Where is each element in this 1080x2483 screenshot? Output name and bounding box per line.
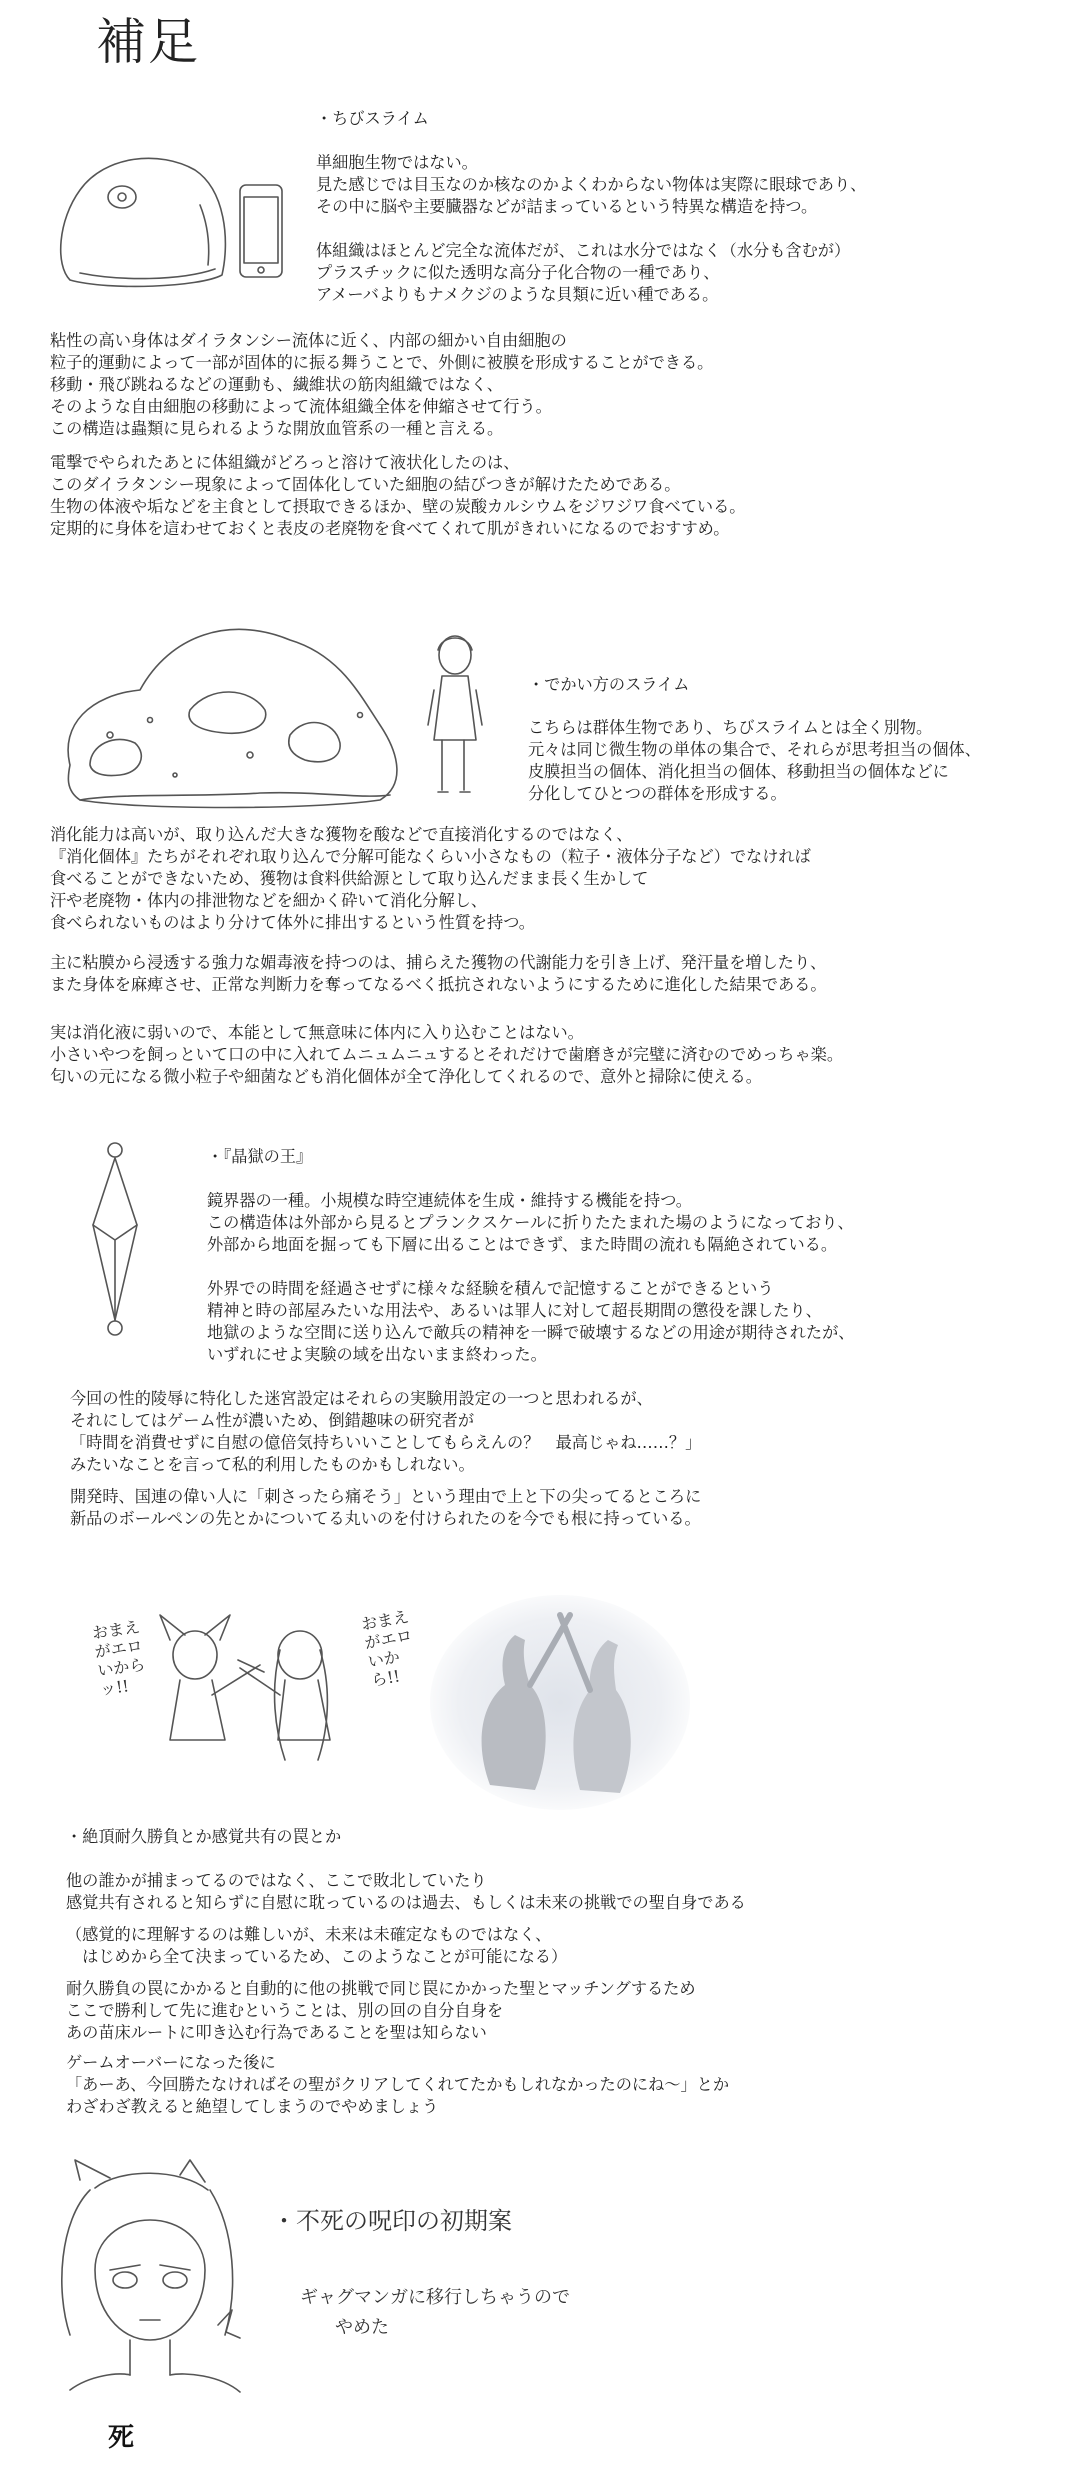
text-line: 「あーあ、今回勝たなければその聖がクリアしてくれてたかもしれなかったのにね～」とか (66, 2075, 730, 2094)
text-line: 匂いの元になる微小粒子や細菌なども消化個体が全て浄化してくれるので、意外と掃除に使える。 (50, 1067, 762, 1086)
text-line: そのような自由細胞の移動によって流体組織全体を伸縮させて行う。 (50, 397, 552, 416)
curse-note-line1: ギャグマンガに移行しちゃうので (300, 2287, 570, 2308)
text-line: アメーバよりもナメクジのような貝類に近い種である。 (316, 285, 719, 304)
text-line: 消化能力は高いが、取り込んだ大きな獲物を酸などで直接消化するのではなく、 (50, 825, 633, 844)
text-line: 感覚共有されると知らずに自慰に耽っているのは過去、もしくは未来の挑戦での聖自身である (66, 1893, 746, 1912)
trap-para3 (66, 1978, 696, 2044)
chibi-para4 (50, 452, 746, 540)
text-line: 電撃でやられたあとに体組織がどろっと溶けて液状化したのは、 (50, 453, 520, 472)
text-line: 食べることができないため、獲物は食料供給源として取り込んだまま長く生かして (50, 869, 649, 888)
big-slime-illustration (60, 615, 460, 815)
text-line: 体組織はほとんど完全な流体だが、これは水分ではなく（水分も含むが） (316, 241, 851, 260)
big-para1 (528, 717, 981, 805)
crystal-para4 (70, 1486, 701, 1530)
text-line: 精神と時の部屋みたいな用法や、あるいは罪人に対して超長期間の懲役を課したり、 (207, 1301, 822, 1320)
text-line: 定期的に身体を這わせておくと表皮の老廃物を食べてくれて肌がきれいになるのでおすすめ。 (50, 519, 730, 538)
text-line: 『消化個体』たちがそれぞれ取り込んで分解可能なくらい小さなもの（粒子・液体分子など）でなければ (50, 847, 811, 866)
trap-heading: ・絶頂耐久勝負とか感覚共有の罠とか (66, 1827, 342, 1846)
text-line: 粒子的運動によって一部が固体的に振る舞うことで、外側に被膜を形成することができる。 (50, 353, 714, 372)
text-line: この構造は蟲類に見られるような開放血管系の一種と言える。 (50, 419, 504, 438)
text-line: 他の誰かが捕まってるのではなく、ここで敗北していたり (66, 1871, 487, 1890)
text-line: わざわざ教えると絶望してしまうのでやめましょう (66, 2097, 439, 2116)
text-line: 開発時、国連の偉い人に「刺さったら痛そう」という理由で上と下の尖ってるところに (70, 1487, 702, 1506)
text-line: この構造体は外部から見るとプランクスケールに折りたたまれた場のようになっており、 (207, 1213, 854, 1232)
text-line: 食べられないものはより分けて体外に排出するという性質を持つ。 (50, 913, 535, 932)
text-line: 分化してひとつの群体を形成する。 (528, 784, 787, 803)
death-mark: 死 (108, 2423, 135, 2453)
text-line: 小さいやつを飼っといて口の中に入れてムニュムニュするとそれだけで歯磨きが完璧に済むのでめっちゃ楽。 (50, 1045, 844, 1064)
text-line: 実は消化液に弱いので、本能として無意味に体内に入り込むことはない。 (50, 1023, 584, 1042)
text-line: 今回の性的陵辱に特化した迷宮設定はそれらの実験用設定の一つと思われるが、 (70, 1389, 653, 1408)
trap-para1 (66, 1870, 746, 1914)
trap-para4 (66, 2052, 729, 2118)
text-line: 「時間を消費せずに自慰の億倍気持ちいいことしてもらえんの？ 最高じゃね……？」 (70, 1433, 702, 1452)
big-para2 (50, 824, 811, 934)
crystal-para2 (207, 1278, 855, 1366)
text-line: プラスチックに似た透明な高分子化合物の一種であり、 (316, 263, 720, 282)
text-line: （感覚的に理解するのは難しいが、未来は未確定なものではなく、 (66, 1925, 552, 1944)
text-line: 地獄のような空間に送り込んで敵兵の精神を一瞬で破壊するなどの用途が期待されたが、 (207, 1323, 855, 1342)
chibi-slime-illustration (50, 145, 290, 305)
text-line: ここで勝利して先に進むということは、別の回の自分自身を (66, 2001, 504, 2020)
text-line: 皮膜担当の個体、消化担当の個体、移動担当の個体などに (528, 762, 949, 781)
text-line: みたいなことを言って私的利用したものかもしれない。 (70, 1455, 475, 1474)
text-line: 単細胞生物ではない。 (316, 153, 478, 172)
text-line: 鏡界器の一種。小規模な時空連続体を生成・維持する機能を持つ。 (207, 1191, 692, 1210)
text-line: 生物の体液や垢などを主食として摂取できるほか、壁の炭酸カルシウムをジワジワ食べている。 (50, 497, 746, 516)
chibi-para3 (50, 330, 713, 440)
text-line: 耐久勝負の罠にかかると自動的に他の挑戦で同じ罠にかかった聖とマッチングするため (66, 1979, 696, 1998)
crystal-illustration (85, 1140, 145, 1340)
big-slime-section (528, 674, 689, 696)
text-line: 見た感じでは目玉なのか核なのかよくわからない物体は実際に眼球であり、 (316, 175, 867, 194)
chibi-slime-section (316, 108, 429, 130)
curse-heading: ・不死の呪印の初期案 (272, 2207, 512, 2235)
text-line: あの苗床ルートに叩き込む行為であることを聖は知らない (66, 2023, 487, 2042)
character-portrait-sketch (40, 2160, 270, 2475)
text-line: 元々は同じ微生物の単体の集合で、それらが思考担当の個体、 (528, 740, 981, 759)
comic-right-caption: おまえがエロいから!! (359, 1606, 414, 1691)
text-line: 主に粘膜から浸透する強力な媚毒液を持つのは、捕らえた獲物の代謝能力を引き上げ、発汗量を増したり、 (50, 953, 827, 972)
big-para3 (50, 952, 827, 996)
text-line: 粘性の高い身体はダイラタンシー流体に近く、内部の細かい自由細胞の (50, 331, 567, 350)
chibi-slime-heading: ・ちびスライム (316, 109, 429, 128)
crystal-para1 (207, 1190, 854, 1256)
chibi-para2 (316, 240, 850, 306)
text-line: このダイラタンシー現象によって固体化していた細胞の結びつきが解けたためである。 (50, 475, 681, 494)
rabbits-drawing (430, 1595, 690, 1810)
text-line: 外界での時間を経過させずに様々な経験を積んで記憶することができるという (207, 1279, 774, 1298)
text-line: ゲームオーバーになった後に (66, 2053, 276, 2072)
crystal-section (207, 1146, 312, 1168)
crystal-heading: ・『晶獄の王』 (207, 1147, 313, 1166)
text-line: こちらは群体生物であり、ちびスライムとは全く別物。 (528, 718, 933, 737)
rabbits-photo (430, 1595, 690, 1810)
big-para4 (50, 1022, 843, 1088)
text-line: その中に脳や主要臓器などが詰まっているという特異な構造を持つ。 (316, 197, 818, 216)
character-standing-illustration (420, 630, 490, 805)
text-line: いずれにせよ実験の域を出ないまま終わった。 (207, 1345, 547, 1364)
text-line: また身体を麻痺させ、正常な判断力を奪ってなるべく抵抗されないようにするために進化した結果である。 (50, 975, 827, 994)
text-line: 新品のボールペンの先とかについてる丸いのを付けられたのを今でも根に持っている。 (70, 1509, 701, 1528)
comic-left-caption: おまえがエロいからッ!! (90, 1617, 147, 1700)
text-line: はじめから全て決まっているため、このようなことが可能になる） (66, 1947, 568, 1966)
chibi-para1 (316, 152, 866, 218)
text-line: 外部から地面を掘っても下層に出ることはできず、また時間の流れも隔絶されている。 (207, 1235, 838, 1254)
text-line: それにしてはゲーム性が濃いため、倒錯趣味の研究者が (70, 1411, 475, 1430)
text-line: 汗や老廃物・体内の排泄物などを細かく砕いて消化分解し、 (50, 891, 488, 910)
trap-section (66, 1826, 341, 1848)
trap-para2 (66, 1924, 567, 1968)
page-title: 補足 (96, 13, 200, 71)
text-line: 移動・飛び跳ねるなどの運動も、繊維状の筋肉組織ではなく、 (50, 375, 503, 394)
two-characters-sketch (140, 1610, 370, 1780)
curse-note-line2: やめた (335, 2317, 389, 2338)
big-slime-heading: ・でかい方のスライム (528, 675, 690, 694)
crystal-para3 (70, 1388, 701, 1476)
